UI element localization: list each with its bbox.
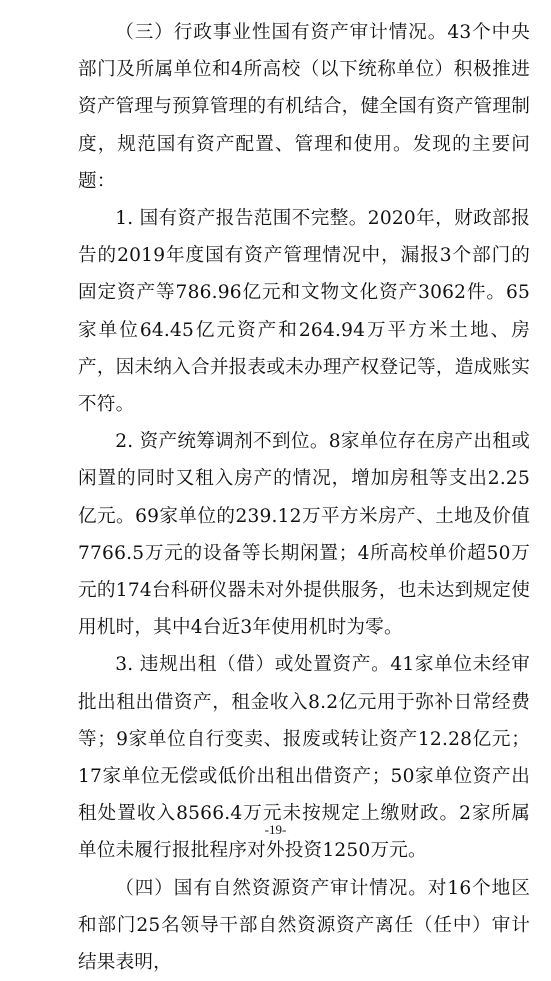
issue-2-asset-allocation: 2. 资产统筹调剂不到位。8家单位存在房产出租或闲置的同时又租入房产的情况，增加房租等支出2.25亿元。69家单位的239.12万平方米房产、土地及价值7766.5万元的设备等长期闲置；4所高校单价超50万元的174台科研仪器未对外提供服务，也未达到规定使用机时，其中4台近3年使用机时为零。	[78, 431, 530, 639]
page-number: -19-	[264, 822, 287, 837]
section-three-intro: （三）行政事业性国有资产审计情况。43个中央部门及所属单位和4所高校（以下统称单位）积极推进资产管理与预算管理的有机结合，健全国有资产管理制度，规范国有资产配置、管理和使用。发现的主要问题：	[78, 22, 530, 192]
issue-1-asset-report-scope: 1. 国有资产报告范围不完整。2020年，财政部报告的2019年度国有资产管理情况中，漏报3个部门的固定资产等786.96亿元和文物文化资产3062件。65家单位64.45亿元资产和264.94万平方米土地、房产，因未纳入合并报表或未办理产权登记等，造成账实不符。	[78, 208, 530, 416]
section-four-intro: （四）国有自然资源资产审计情况。对16个地区和部门25名领导干部自然资源资产离任（任中）审计结果表明，	[78, 877, 530, 974]
issue-3-illegal-leasing-disposal: 3. 违规出租（借）或处置资产。41家单位未经审批出租出借资产，租金收入8.2亿元用于弥补日常经费等；9家单位自行变卖、报废或转让资产12.28亿元；17家单位无偿或低价出租出借资产；50家单位资产出租处置收入8566.4万元未按规定上缴财政。2家所属单位未履行报批程序对外投资1250万元。	[78, 654, 530, 862]
